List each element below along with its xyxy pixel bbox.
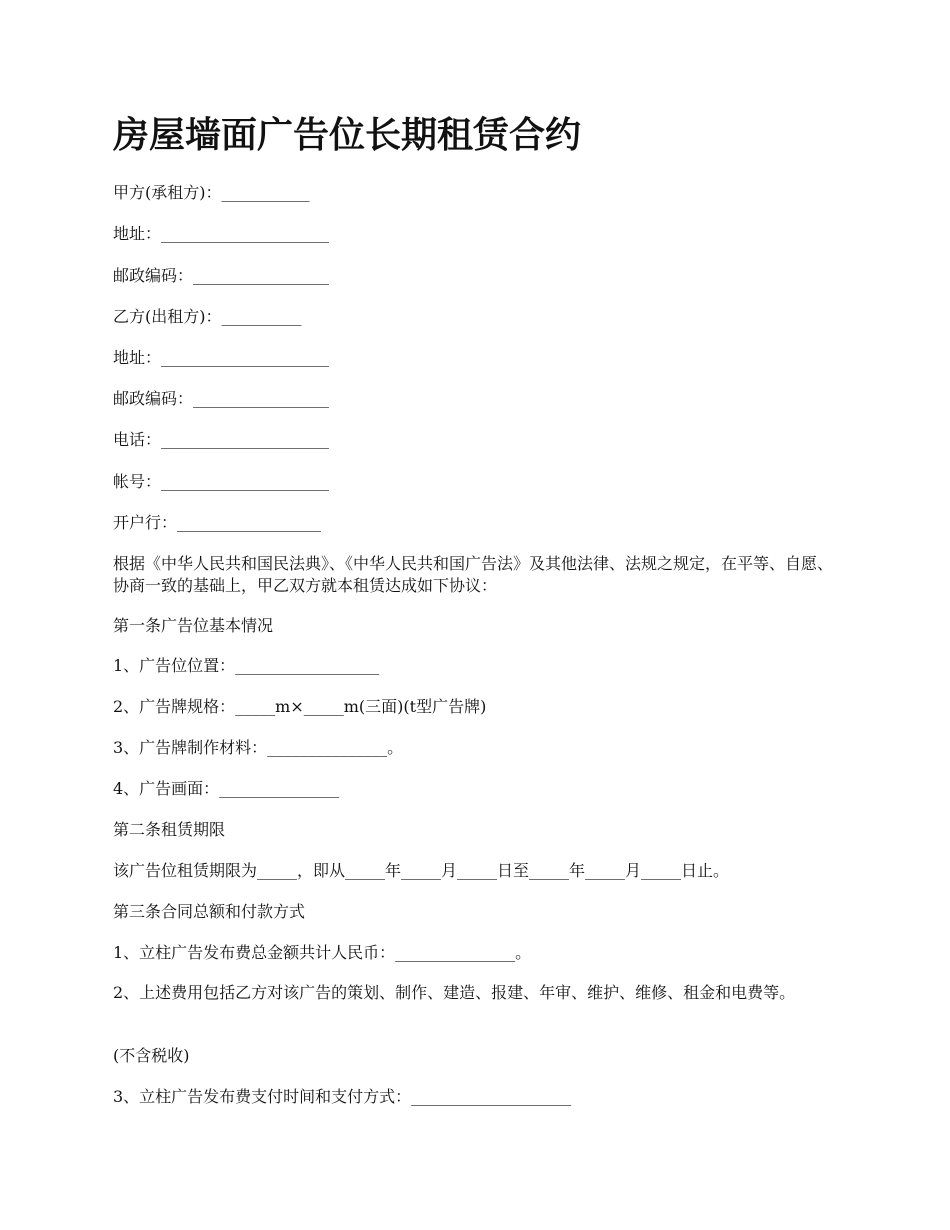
article-1-item-1: 1、广告位位置：__________________	[113, 656, 380, 675]
party-b-bank-line: 开户行：__________________	[113, 513, 322, 532]
party-b-account-line: 帐号：_____________________	[113, 472, 330, 491]
party-a-address-line: 地址：_____________________	[113, 224, 330, 243]
article-1-item-2: 2、广告牌规格：_____m×_____m(三面)(t型广告牌)	[113, 697, 487, 716]
article-1-item-4: 4、广告画面：_______________	[113, 779, 340, 798]
article-3-item-2: 2、上述费用包括乙方对该广告的策划、制作、建造、报建、年审、维护、维修、租金和电费等。	[113, 983, 796, 1002]
article-2-term-line: 该广告位租赁期限为_____，即从_____年_____月_____日至_____年_____月_____日止。	[113, 861, 730, 880]
party-b-line: 乙方(出租方)：__________	[113, 307, 302, 326]
party-a-postcode-line: 邮政编码：_________________	[113, 266, 330, 285]
article-3-tax-note: (不含税收)	[113, 1046, 190, 1065]
article-1-heading: 第一条广告位基本情况	[113, 616, 274, 635]
article-3-heading: 第三条合同总额和付款方式	[113, 902, 306, 921]
preamble-paragraph: 根据《中华人民共和国民法典》、《中华人民共和国广告法》及其他法律、法规之规定，在平等、自愿、协商一致的基础上，甲乙双方就本租赁达成如下协议：	[113, 554, 834, 595]
article-3-item-1: 1、立柱广告发布费总金额共计人民币：_______________。	[113, 943, 532, 962]
party-a-line: 甲方(承租方)：___________	[113, 183, 310, 202]
document-title: 房屋墙面广告位长期租赁合约	[113, 115, 582, 156]
article-2-heading: 第二条租赁期限	[113, 820, 226, 839]
article-3-item-3: 3、立柱广告发布费支付时间和支付方式：____________________	[113, 1087, 572, 1106]
party-b-postcode-line: 邮政编码：_________________	[113, 389, 330, 408]
party-b-phone-line: 电话：_____________________	[113, 430, 330, 449]
article-1-item-3: 3、广告牌制作材料：_______________。	[113, 738, 404, 757]
party-b-address-line: 地址：_____________________	[113, 348, 330, 367]
